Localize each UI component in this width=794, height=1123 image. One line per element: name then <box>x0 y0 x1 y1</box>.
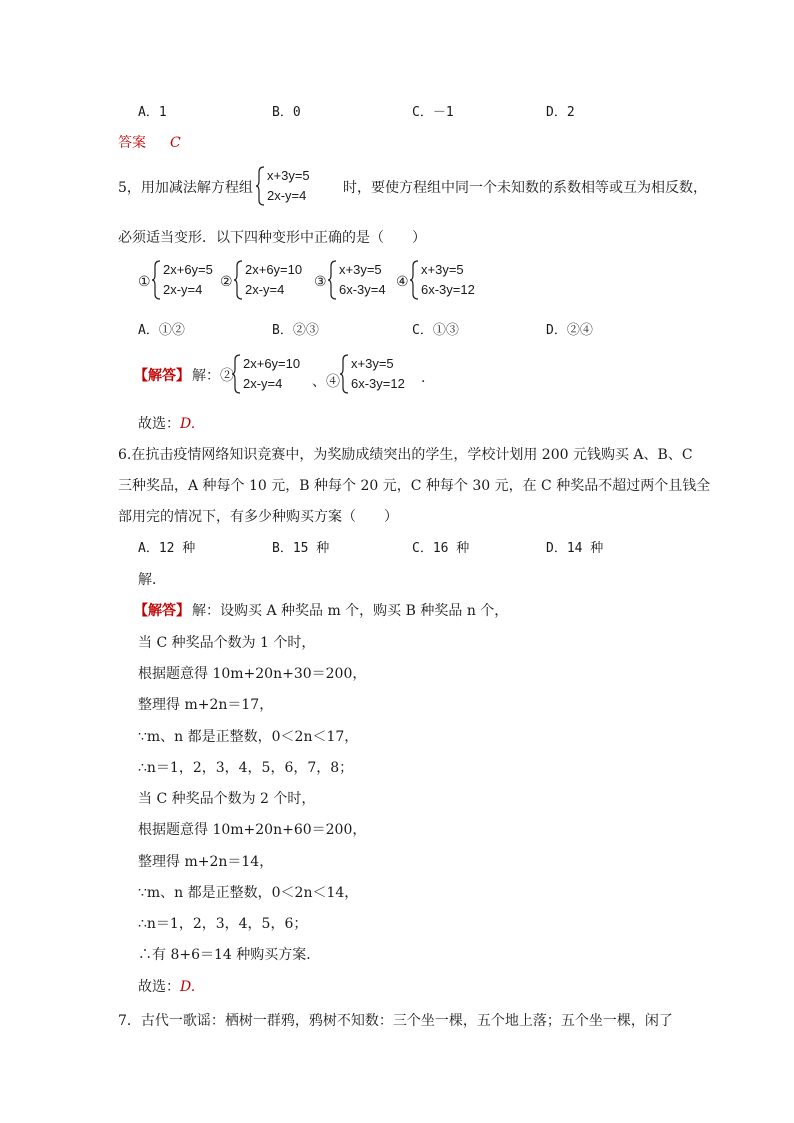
q5-option-d: D．②④ <box>546 323 593 338</box>
q6-solution-line-7: 当 C 种奖品个数为 2 个时， <box>138 791 316 807</box>
q5-solution-tag: 【解答】 <box>134 368 190 384</box>
q5-mark-3: ③ <box>314 274 327 290</box>
q5-transform-2-row-2: 2x-y=4 <box>245 282 285 297</box>
q5-transform-1-row-1: 2x+6y=5 <box>163 262 213 277</box>
q6-line-2: 三种奖品，A 种每个 10 元，B 种每个 20 元，C 种每个 30 元，在 C 种奖品不超过两个且钱全 <box>118 478 711 494</box>
q6-option-a: A．12 种 <box>138 541 196 556</box>
brace-icon <box>256 166 266 206</box>
q5-transform-4-row-2: 6x-3y=12 <box>421 282 475 297</box>
q6-solution-line-6: ∴n＝1，2，3，4，5，6，7，8； <box>138 760 354 776</box>
q5-transform-3-row-1: x+3y=5 <box>339 262 382 277</box>
q6-solution-line-12: ∴有 8+6＝14 种购买方案． <box>138 947 321 963</box>
q6-solution-line-4: 整理得 m+2n＝17， <box>138 697 274 713</box>
q5-solution-text: 解：② <box>192 368 234 384</box>
q5-solution-sys1-row-2: 2x-y=4 <box>243 376 283 391</box>
q5-sys-row-1: x+3y=5 <box>267 168 310 183</box>
q5-transform-4-row-1: x+3y=5 <box>421 262 464 277</box>
q5-solution-sys1-row-1: 2x+6y=10 <box>243 356 301 371</box>
q5-sys-row-2: 2x-y=4 <box>267 188 307 203</box>
q5-transform-4 <box>410 260 494 300</box>
q7-line-1: 7．古代一歌谣：栖树一群鸦，鸦树不知数：三个坐一棵，五个地上落；五个坐一棵，闲了 <box>118 1013 673 1029</box>
q6-option-c: C．16 种 <box>412 541 470 556</box>
brace-icon <box>340 354 350 394</box>
q5-transform-1-row-2: 2x-y=4 <box>163 282 203 297</box>
q6-solution-tag: 【解答】 <box>134 603 190 619</box>
q6-solution-line-9: 整理得 m+2n＝14， <box>138 854 274 870</box>
q4-option-c: C．－1 <box>412 105 454 120</box>
q6-solution-line-5: ∵m、n 都是正整数，0＜2n＜17， <box>138 729 359 745</box>
q6-choose-label: 故选： <box>138 979 180 995</box>
q6-option-b: B．15 种 <box>272 541 330 556</box>
brace-icon <box>152 260 162 300</box>
q6-choose-value: D. <box>180 979 196 995</box>
q5-mark-4: ④ <box>396 274 409 290</box>
q5-prefix: 5，用加减法解方程组 <box>118 180 253 196</box>
q6-solution-line-10: ∵m、n 都是正整数，0＜2n＜14， <box>138 885 359 901</box>
q4-answer-value: C <box>170 135 181 151</box>
q5-equation-system <box>256 166 346 206</box>
q4-answer-label: 答案 <box>118 135 146 151</box>
q6-line-1: 6.在抗击疫情网络知识竞赛中，为奖励成绩突出的学生，学校计划用 200 元钱购买 A、B、C <box>118 447 693 463</box>
q4-option-a: A．1 <box>138 105 167 120</box>
q6-line-3: 部用完的情况下，有多少种购买方案（ ） <box>118 509 398 525</box>
q5-solution-end: . <box>421 370 426 386</box>
q6-solution-line-2: 当 C 种奖品个数为 1 个时， <box>138 635 316 651</box>
brace-icon <box>328 260 338 300</box>
q5-mark-2: ② <box>220 274 233 290</box>
brace-icon <box>234 260 244 300</box>
brace-icon <box>410 260 420 300</box>
q6-solution-line-1: 解：设购买 A 种奖品 m 个，购买 B 种奖品 n 个， <box>192 603 509 619</box>
q5-solution-system-1 <box>232 354 316 394</box>
q5-choose-label: 故选： <box>138 416 180 432</box>
q5-option-c: C．①③ <box>412 323 459 338</box>
q4-option-b: B．0 <box>272 105 301 120</box>
q4-option-d: D．2 <box>546 105 575 120</box>
q5-solution-separator: 、④ <box>312 374 340 390</box>
q5-option-b: B．②③ <box>272 323 319 338</box>
q5-transform-2-row-1: 2x+6y=10 <box>245 262 303 277</box>
q5-solution-system-2 <box>340 354 424 394</box>
q5-transform-2 <box>234 260 314 300</box>
q6-solution-intro: 解． <box>138 572 166 588</box>
q5-mark-1: ① <box>138 274 151 290</box>
q6-solution-line-11: ∴n＝1，2，3，4，5，6； <box>138 916 308 932</box>
q5-suffix: 时，要使方程组中同一个未知数的系数相等或互为相反数， <box>343 180 707 196</box>
q6-option-d: D．14 种 <box>546 541 604 556</box>
q5-solution-sys2-row-1: x+3y=5 <box>351 356 394 371</box>
q5-choose-value: D. <box>180 416 196 432</box>
brace-icon <box>232 354 242 394</box>
q5-option-a: A．①② <box>138 323 185 338</box>
q5-transform-3-row-2: 6x-3y=4 <box>339 282 386 297</box>
q5-line-2: 必须适当变形．以下四种变形中正确的是（ ） <box>118 230 426 246</box>
q5-transform-3 <box>328 260 402 300</box>
q5-solution-sys2-row-2: 6x-3y=12 <box>351 376 405 391</box>
q6-solution-line-8: 根据题意得 10m+20n+60＝200， <box>138 822 367 838</box>
q6-solution-line-3: 根据题意得 10m+20n+30＝200， <box>138 666 367 682</box>
